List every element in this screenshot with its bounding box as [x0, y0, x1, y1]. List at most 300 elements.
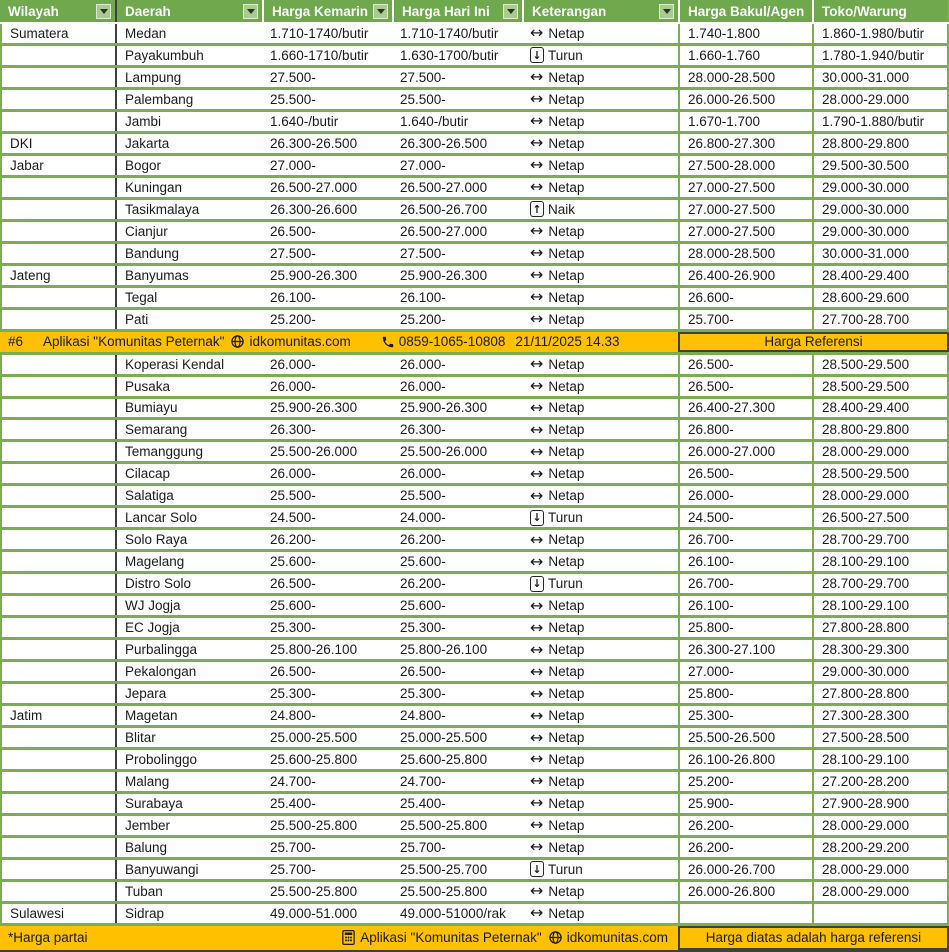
cell-wilayah [0, 750, 117, 769]
cell-toko-warung: 28.300-29.300 [812, 640, 949, 659]
keterangan-label: Turun [548, 47, 583, 63]
left-right-arrow-icon: ↔ [530, 640, 544, 659]
cell-wilayah [0, 178, 117, 197]
left-right-arrow-icon: ↔ [530, 89, 544, 109]
filter-dropdown-icon[interactable] [503, 4, 518, 19]
cell-toko-warung: 28.700-29.700 [812, 574, 949, 593]
cell-wilayah [0, 486, 117, 505]
keterangan-label: Netap [548, 245, 585, 261]
cell-keterangan [522, 134, 678, 153]
cell-harga-hari-ini: 26.500-26.700 [400, 201, 488, 217]
cell-harga-hari-ini: 26.000- [400, 466, 446, 482]
cell-daerah: Cianjur [125, 223, 168, 239]
cell-keterangan [522, 750, 678, 769]
cell-harga-hari-ini: 25.000-25.500 [400, 730, 488, 746]
table-row [0, 266, 949, 288]
cell-daerah: Pekalongan [125, 664, 197, 680]
cell-harga-hari-ini: 25.500-25.800 [400, 817, 488, 833]
keterangan-label: Netap [548, 883, 585, 899]
column-header-label: Harga Kemarin [272, 3, 369, 19]
cell-harga-kemarin: 25.400- [270, 795, 316, 811]
cell-wilayah [0, 399, 117, 418]
cell-harga-kemarin: 25.600- [270, 554, 316, 570]
cell-harga-bakul-agen: 26.300-27.100 [678, 640, 812, 659]
cell-harga-kemarin: 25.500- [270, 91, 316, 107]
left-right-arrow-icon: ↔ [530, 706, 544, 725]
cell-harga-kemarin: 24.800- [270, 708, 316, 724]
table-row [0, 640, 949, 662]
table-row [0, 794, 949, 816]
cell-daerah: Banyumas [125, 267, 189, 283]
cell-wilayah [0, 574, 117, 593]
keterangan-label: Netap [548, 179, 585, 195]
cell-daerah: Medan [125, 25, 167, 41]
cell-harga-kemarin: 25.000-25.500 [270, 730, 358, 746]
cell-daerah: Lancar Solo [125, 510, 198, 526]
cell-daerah: Pati [125, 311, 149, 327]
cell-keterangan [522, 68, 678, 87]
cell-harga-kemarin: 27.000- [270, 157, 316, 173]
column-header-label: Toko/Warung [822, 3, 907, 19]
banner-left [0, 332, 678, 352]
column-header-daerah [117, 0, 262, 22]
column-header-label: Daerah [125, 3, 171, 19]
column-header-label: Harga Bakul/Agen [688, 3, 805, 19]
cell-harga-bakul-agen: 25.300- [678, 706, 812, 725]
cell-wilayah [0, 46, 117, 65]
table-row [0, 596, 949, 618]
cell-harga-bakul-agen: 28.000-28.500 [678, 68, 812, 87]
cell-harga-bakul-agen: 26.700- [678, 574, 812, 593]
cell-daerah: Payakumbuh [125, 47, 204, 63]
table-row [0, 420, 949, 442]
cell-toko-warung: 28.100-29.100 [812, 552, 949, 571]
cell-harga-kemarin: 27.500- [270, 69, 316, 85]
cell-harga-hari-ini: 25.200- [400, 311, 446, 327]
cell-harga-kemarin: 26.100- [270, 289, 316, 305]
table-row [0, 486, 949, 508]
cell-keterangan [522, 882, 678, 901]
cell-wilayah [0, 552, 117, 571]
left-right-arrow-icon: ↔ [530, 771, 544, 791]
cell-harga-bakul-agen: 28.000-28.500 [678, 244, 812, 263]
cell-harga-hari-ini: 26.200- [400, 532, 446, 548]
cell-wilayah [0, 662, 117, 681]
banner-number: #6 [8, 334, 24, 350]
cell-harga-hari-ini: 1.710-1740/butir [400, 25, 499, 41]
cell-harga-kemarin: 25.500-25.800 [270, 817, 358, 833]
cell-toko-warung: 28.500-29.500 [812, 464, 949, 483]
table-row [0, 750, 949, 772]
cell-daerah: Pusaka [125, 378, 171, 394]
cell-harga-hari-ini: 25.500- [400, 91, 446, 107]
cell-harga-bakul-agen: 27.500-28.000 [678, 156, 812, 175]
keterangan-label: Netap [548, 69, 585, 85]
cell-harga-bakul-agen: 26.000-26.800 [678, 882, 812, 901]
cell-toko-warung: 30.000-31.000 [812, 244, 949, 263]
cell-daerah: EC Jogja [125, 620, 180, 636]
cell-harga-hari-ini: 25.600- [400, 554, 446, 570]
cell-harga-kemarin: 25.900-26.300 [270, 400, 358, 416]
left-right-arrow-icon: ↔ [530, 420, 544, 439]
keterangan-label: Netap [548, 620, 585, 636]
cell-keterangan [522, 574, 678, 593]
cell-toko-warung: 27.800-28.800 [812, 618, 949, 637]
cell-harga-hari-ini: 27.500- [400, 245, 446, 261]
calculator-icon [342, 930, 355, 945]
table-row [0, 530, 949, 552]
cell-keterangan [522, 662, 678, 681]
cell-harga-hari-ini: 26.000- [400, 356, 446, 372]
keterangan-label: Netap [548, 773, 585, 789]
cell-daerah: Koperasi Kendal [125, 356, 225, 372]
keterangan-label: Turun [548, 861, 583, 877]
phone-icon [381, 335, 395, 349]
cell-toko-warung: 28.500-29.500 [812, 355, 949, 374]
cell-daerah: Tasikmalaya [125, 201, 200, 217]
left-right-arrow-icon: ↔ [530, 67, 544, 87]
cell-harga-bakul-agen: 26.200- [678, 816, 812, 835]
cell-keterangan [522, 442, 678, 461]
cell-harga-hari-ini: 25.500-26.000 [400, 444, 488, 460]
cell-harga-kemarin: 26.000- [270, 466, 316, 482]
cell-harga-bakul-agen: 25.900- [678, 794, 812, 813]
table-row [0, 904, 949, 926]
cell-harga-kemarin: 26.200- [270, 532, 316, 548]
cell-harga-kemarin: 25.200- [270, 311, 316, 327]
cell-harga-bakul-agen [678, 904, 812, 923]
left-right-arrow-icon: ↔ [530, 903, 544, 923]
cell-keterangan [522, 684, 678, 703]
cell-harga-hari-ini: 1.640-/butir [400, 113, 469, 129]
cell-keterangan [522, 266, 678, 285]
column-header-harga-bakul-agen [678, 0, 812, 22]
cell-daerah: Jambi [125, 113, 162, 129]
banner-phone: 0859-1065-10808 [398, 334, 506, 350]
cell-wilayah [0, 772, 117, 791]
cell-harga-bakul-agen: 26.000- [678, 486, 812, 505]
cell-toko-warung: 1.780-1.940/butir [812, 46, 949, 65]
table-row [0, 442, 949, 464]
cell-harga-hari-ini: 26.300-26.500 [400, 135, 488, 151]
keterangan-label: Naik [548, 201, 576, 217]
cell-wilayah: Sumatera [0, 24, 117, 43]
keterangan-label: Netap [548, 311, 585, 327]
left-right-arrow-icon: ↔ [530, 662, 544, 681]
down-arrow-icon: ↓ [530, 861, 544, 877]
table-row [0, 684, 949, 706]
cell-daerah: Jepara [125, 686, 167, 702]
cell-keterangan [522, 377, 678, 396]
cell-keterangan [522, 530, 678, 549]
cell-toko-warung: 29.000-30.000 [812, 200, 949, 219]
left-right-arrow-icon: ↔ [530, 177, 544, 197]
cell-toko-warung: 30.000-31.000 [812, 68, 949, 87]
filter-dropdown-icon[interactable] [659, 4, 674, 19]
column-header-harga-hari-ini [392, 0, 522, 22]
left-right-arrow-icon: ↔ [530, 24, 544, 43]
cell-harga-bakul-agen: 26.600- [678, 288, 812, 307]
cell-harga-hari-ini: 26.500-27.000 [400, 223, 488, 239]
cell-harga-bakul-agen: 26.400-27.300 [678, 399, 812, 418]
table-row [0, 618, 949, 640]
table-row [0, 310, 949, 332]
cell-wilayah: Jatim [0, 706, 117, 725]
cell-daerah: Temanggung [125, 444, 204, 460]
left-right-arrow-icon: ↔ [530, 881, 544, 901]
reference-note-cell [678, 926, 949, 950]
cell-toko-warung: 28.400-29.400 [812, 399, 949, 418]
keterangan-label: Netap [548, 444, 585, 460]
cell-toko-warung: 28.400-29.400 [812, 266, 949, 285]
cell-toko-warung: 28.200-29.200 [812, 838, 949, 857]
cell-daerah: Solo Raya [125, 532, 188, 548]
cell-harga-hari-ini: 27.500- [400, 69, 446, 85]
table-row [0, 662, 949, 684]
cell-wilayah [0, 68, 117, 87]
cell-harga-hari-ini: 26.500- [400, 664, 446, 680]
table-row [0, 728, 949, 750]
keterangan-label: Netap [548, 686, 585, 702]
cell-wilayah [0, 112, 117, 131]
cell-toko-warung: 1.790-1.880/butir [812, 112, 949, 131]
table-row [0, 464, 949, 486]
header-row [0, 0, 949, 24]
keterangan-label: Netap [548, 554, 585, 570]
cell-wilayah [0, 222, 117, 241]
table-row [0, 882, 949, 904]
cell-daerah: Magelang [125, 554, 185, 570]
footer-note: *Harga partai [8, 930, 88, 946]
cell-keterangan [522, 552, 678, 571]
keterangan-label: Netap [548, 532, 585, 548]
cell-daerah: Bumiayu [125, 400, 178, 416]
cell-wilayah [0, 860, 117, 879]
cell-harga-kemarin: 24.500- [270, 510, 316, 526]
cell-harga-bakul-agen: 25.700- [678, 310, 812, 329]
keterangan-label: Netap [548, 135, 585, 151]
cell-daerah: Magetan [125, 708, 178, 724]
left-right-arrow-icon: ↔ [530, 837, 544, 857]
cell-harga-bakul-agen: 26.800- [678, 420, 812, 439]
cell-harga-kemarin: 25.800-26.100 [270, 642, 358, 658]
cell-harga-hari-ini: 25.900-26.300 [400, 400, 488, 416]
cell-daerah: Salatiga [125, 488, 174, 504]
table-row [0, 90, 949, 112]
cell-wilayah [0, 530, 117, 549]
cell-daerah: Tegal [125, 289, 158, 305]
table-row [0, 706, 949, 728]
cell-wilayah [0, 816, 117, 835]
cell-harga-kemarin: 26.000- [270, 356, 316, 372]
cell-toko-warung: 28.000-29.000 [812, 486, 949, 505]
left-right-arrow-icon: ↔ [530, 750, 544, 769]
footer-row [0, 926, 949, 952]
footer-app-label: Aplikasi "Komunitas Peternak" [360, 930, 542, 946]
cell-keterangan [522, 355, 678, 374]
cell-toko-warung: 27.800-28.800 [812, 684, 949, 703]
cell-harga-hari-ini: 26.000- [400, 378, 446, 394]
cell-harga-hari-ini: 24.800- [400, 708, 446, 724]
keterangan-label: Netap [548, 708, 585, 724]
cell-daerah: Probolinggo [125, 751, 198, 767]
filter-dropdown-icon[interactable] [373, 4, 388, 19]
cell-keterangan [522, 596, 678, 615]
cell-harga-bakul-agen: 26.000-27.000 [678, 442, 812, 461]
left-right-arrow-icon: ↔ [530, 111, 544, 131]
left-right-arrow-icon: ↔ [530, 265, 544, 285]
cell-daerah: Sidrap [125, 905, 165, 921]
cell-harga-kemarin: 25.600-25.800 [270, 751, 358, 767]
cell-daerah: Lampung [125, 69, 182, 85]
cell-harga-kemarin: 26.500- [270, 576, 316, 592]
table-row [0, 838, 949, 860]
cell-harga-bakul-agen: 27.000-27.500 [678, 178, 812, 197]
cell-harga-bakul-agen: 25.200- [678, 772, 812, 791]
keterangan-label: Netap [548, 795, 585, 811]
cell-harga-bakul-agen: 26.700- [678, 530, 812, 549]
table-row [0, 156, 949, 178]
banner-website: idkomunitas.com [249, 334, 351, 350]
cell-keterangan [522, 90, 678, 109]
cell-harga-hari-ini: 25.400- [400, 795, 446, 811]
cell-harga-bakul-agen: 26.500- [678, 355, 812, 374]
cell-wilayah [0, 618, 117, 637]
cell-daerah: Jakarta [125, 135, 170, 151]
cell-harga-bakul-agen: 26.200- [678, 838, 812, 857]
cell-toko-warung: 29.000-30.000 [812, 178, 949, 197]
cell-keterangan [522, 24, 678, 43]
table-row [0, 860, 949, 882]
reference-header-cell [678, 332, 949, 352]
cell-harga-hari-ini: 26.300- [400, 422, 446, 438]
left-right-arrow-icon: ↔ [530, 728, 544, 747]
left-right-arrow-icon: ↔ [530, 398, 544, 417]
cell-toko-warung: 28.800-29.800 [812, 420, 949, 439]
cell-harga-hari-ini: 49.000-51000/rak [400, 905, 506, 921]
cell-harga-bakul-agen: 26.500- [678, 377, 812, 396]
cell-daerah: Semarang [125, 422, 188, 438]
keterangan-label: Netap [548, 905, 585, 921]
cell-keterangan [522, 728, 678, 747]
left-right-arrow-icon: ↔ [530, 530, 544, 549]
keterangan-label: Netap [548, 289, 585, 305]
cell-keterangan [522, 706, 678, 725]
table-row [0, 574, 949, 596]
cell-harga-hari-ini: 25.700- [400, 839, 446, 855]
down-arrow-icon: ↓ [530, 47, 544, 63]
cell-keterangan [522, 838, 678, 857]
keterangan-label: Netap [548, 598, 585, 614]
cell-daerah: Kuningan [125, 179, 183, 195]
down-arrow-icon: ↓ [530, 576, 544, 592]
cell-harga-kemarin: 1.710-1740/butir [270, 25, 369, 41]
cell-harga-hari-ini: 26.200- [400, 576, 446, 592]
cell-toko-warung: 29.000-30.000 [812, 662, 949, 681]
table-row [0, 355, 949, 377]
table-row [0, 112, 949, 134]
keterangan-label: Netap [548, 839, 585, 855]
left-right-arrow-icon: ↔ [530, 442, 544, 461]
keterangan-label: Netap [548, 378, 585, 394]
cell-harga-kemarin: 25.300- [270, 686, 316, 702]
left-right-arrow-icon: ↔ [530, 309, 544, 329]
cell-wilayah: Jabar [0, 156, 117, 175]
cell-harga-bakul-agen: 26.500- [678, 464, 812, 483]
cell-harga-kemarin: 26.300-26.600 [270, 201, 358, 217]
cell-harga-kemarin: 1.640-/butir [270, 113, 339, 129]
cell-keterangan [522, 420, 678, 439]
left-right-arrow-icon: ↔ [530, 815, 544, 835]
cell-keterangan [522, 508, 678, 527]
cell-daerah: Jember [125, 817, 171, 833]
cell-harga-hari-ini: 25.500-25.800 [400, 883, 488, 899]
cell-daerah: Cilacap [125, 466, 171, 482]
cell-keterangan [522, 640, 678, 659]
left-right-arrow-icon: ↔ [530, 596, 544, 615]
cell-wilayah [0, 420, 117, 439]
filter-dropdown-icon[interactable] [96, 4, 111, 19]
keterangan-label: Netap [548, 356, 585, 372]
cell-wilayah [0, 377, 117, 396]
cell-harga-hari-ini: 25.600-25.800 [400, 751, 488, 767]
column-header-keterangan [522, 0, 678, 22]
cell-toko-warung: 26.500-27.500 [812, 508, 949, 527]
cell-harga-bakul-agen: 26.100- [678, 552, 812, 571]
cell-daerah: Palembang [125, 91, 194, 107]
cell-harga-hari-ini: 26.100- [400, 289, 446, 305]
cell-harga-hari-ini: 27.000- [400, 157, 446, 173]
cell-harga-bakul-agen: 1.660-1.760 [678, 46, 812, 65]
cell-keterangan [522, 860, 678, 879]
cell-keterangan [522, 618, 678, 637]
cell-keterangan [522, 904, 678, 923]
keterangan-label: Netap [548, 730, 585, 746]
keterangan-label: Netap [548, 642, 585, 658]
cell-toko-warung: 28.000-29.000 [812, 860, 949, 879]
cell-keterangan [522, 288, 678, 307]
cell-daerah: Bogor [125, 157, 162, 173]
table-row [0, 244, 949, 266]
cell-wilayah: DKI [0, 134, 117, 153]
cell-daerah: Purbalingga [125, 642, 198, 658]
banner-app-label: Aplikasi "Komunitas Peternak" [43, 334, 225, 350]
cell-keterangan [522, 178, 678, 197]
footer-center [342, 926, 668, 950]
cell-harga-hari-ini: 25.800-26.100 [400, 642, 488, 658]
cell-harga-kemarin: 25.500-26.000 [270, 444, 358, 460]
cell-harga-kemarin: 49.000-51.000 [270, 905, 358, 921]
cell-toko-warung: 28.100-29.100 [812, 750, 949, 769]
cell-keterangan [522, 222, 678, 241]
filter-dropdown-icon[interactable] [243, 4, 258, 19]
cell-harga-hari-ini: 25.600- [400, 598, 446, 614]
table-row [0, 24, 949, 46]
column-header-label: Harga Hari Ini [402, 3, 490, 19]
globe-icon [230, 334, 245, 349]
keterangan-label: Netap [548, 113, 585, 129]
table-row [0, 772, 949, 794]
cell-wilayah: Sulawesi [0, 904, 117, 923]
cell-wilayah [0, 200, 117, 219]
cell-harga-kemarin: 26.300- [270, 422, 316, 438]
cell-harga-bakul-agen: 26.000-26.700 [678, 860, 812, 879]
cell-harga-kemarin: 25.500-25.800 [270, 883, 358, 899]
cell-harga-bakul-agen: 1.740-1.800 [678, 24, 812, 43]
cell-harga-kemarin: 27.500- [270, 245, 316, 261]
cell-toko-warung: 28.600-29.600 [812, 288, 949, 307]
cell-toko-warung: 27.700-28.700 [812, 310, 949, 329]
